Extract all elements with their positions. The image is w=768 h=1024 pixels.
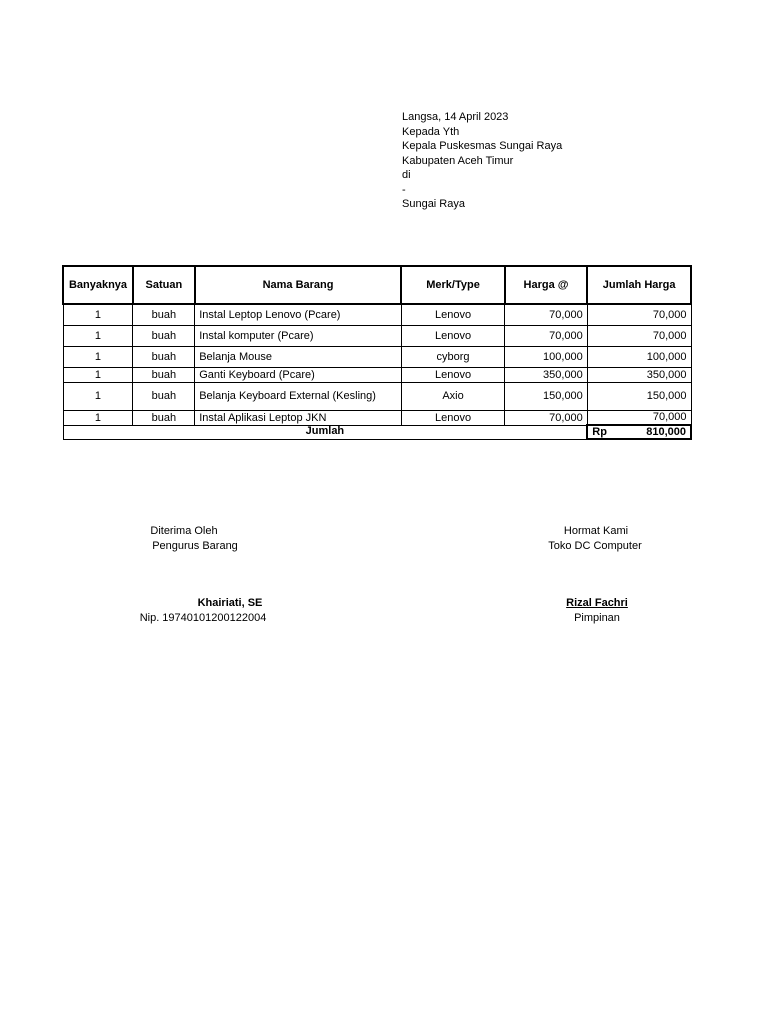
cell-qty: 1 xyxy=(63,367,133,382)
table-header-row xyxy=(63,266,691,304)
cell-qty: 1 xyxy=(63,410,133,425)
cell-unit: buah xyxy=(133,325,195,346)
cell-unit: buah xyxy=(133,367,195,382)
cell-total: 150,000 xyxy=(587,382,691,410)
signature-left-name-block xyxy=(130,596,330,626)
cell-price: 70,000 xyxy=(505,325,588,346)
recipient: Kepala Puskesmas Sungai Raya xyxy=(402,140,563,152)
currency-label: Rp xyxy=(592,426,607,438)
grand-total: 810,000 xyxy=(646,426,686,438)
cell-name: Instal Leptop Lenovo (Pcare) xyxy=(195,304,402,325)
signature-left-heading xyxy=(120,524,270,554)
cell-name: Ganti Keyboard (Pcare) xyxy=(195,367,402,382)
to-line: Kepada Yth xyxy=(402,125,460,138)
received-by-role: Pengurus Barang xyxy=(152,540,238,552)
header-satuan: Satuan xyxy=(133,266,195,304)
invoice-table xyxy=(62,265,692,440)
cell-price: 100,000 xyxy=(505,346,588,367)
cell-unit: buah xyxy=(133,304,195,325)
hormat-kami: Hormat Kami xyxy=(563,525,629,537)
signer-left-nip: Nip. 19740101200122004 xyxy=(139,612,267,624)
total-label: Jumlah xyxy=(63,425,587,439)
header-merk-type: Merk/Type xyxy=(401,266,504,304)
date-line: Langsa, 14 April 2023 xyxy=(402,111,509,123)
table-row xyxy=(63,346,691,367)
cell-unit: buah xyxy=(133,346,195,367)
signer-right-name: Rizal Fachri xyxy=(566,597,628,609)
cell-unit: buah xyxy=(133,410,195,425)
table-row xyxy=(63,304,691,325)
cell-total: 70,000 xyxy=(587,325,691,346)
cell-total: 100,000 xyxy=(587,346,691,367)
signature-right-heading xyxy=(520,524,670,554)
cell-name: Belanja Keyboard External (Kesling) xyxy=(195,382,402,410)
district: Kabupaten Aceh Timur xyxy=(402,154,514,167)
cell-name: Instal komputer (Pcare) xyxy=(195,325,402,346)
cell-price: 70,000 xyxy=(505,304,588,325)
cell-brand: Lenovo xyxy=(401,367,504,382)
cell-brand: Axio xyxy=(401,382,504,410)
total-row xyxy=(63,425,691,439)
shop-name: Toko DC Computer xyxy=(548,540,642,552)
cell-name: Instal Aplikasi Leptop JKN xyxy=(195,410,402,425)
cell-brand: Lenovo xyxy=(401,410,504,425)
cell-qty: 1 xyxy=(63,346,133,367)
cell-total: 70,000 xyxy=(587,410,691,425)
table-row xyxy=(63,382,691,410)
cell-qty: 1 xyxy=(63,382,133,410)
cell-brand: Lenovo xyxy=(401,304,504,325)
cell-qty: 1 xyxy=(63,325,133,346)
received-by: Diterima Oleh xyxy=(150,525,218,537)
cell-brand: Lenovo xyxy=(401,325,504,346)
cell-unit: buah xyxy=(133,382,195,410)
cell-total: 70,000 xyxy=(587,304,691,325)
cell-qty: 1 xyxy=(63,304,133,325)
cell-price: 350,000 xyxy=(505,367,588,382)
table-row xyxy=(63,410,691,425)
table-row xyxy=(63,325,691,346)
header-harga: Harga @ xyxy=(505,266,588,304)
signature-right-name-block xyxy=(520,596,674,626)
cell-price: 70,000 xyxy=(505,410,588,425)
place: Sungai Raya xyxy=(402,198,465,210)
address-block xyxy=(402,110,562,212)
signer-left-name: Khairiati, SE xyxy=(197,597,263,609)
header-banyaknya: Banyaknya xyxy=(63,266,133,304)
table-row xyxy=(63,367,691,382)
header-nama-barang: Nama Barang xyxy=(195,266,402,304)
di-line: di xyxy=(402,169,411,181)
signer-right-role: Pimpinan xyxy=(574,612,620,624)
cell-total: 350,000 xyxy=(587,367,691,382)
cell-name: Belanja Mouse xyxy=(195,346,402,367)
cell-price: 150,000 xyxy=(505,382,588,410)
cell-brand: cyborg xyxy=(401,346,504,367)
grand-total-cell xyxy=(587,425,691,439)
dash-line: - xyxy=(402,183,406,196)
header-jumlah-harga: Jumlah Harga xyxy=(587,266,691,304)
